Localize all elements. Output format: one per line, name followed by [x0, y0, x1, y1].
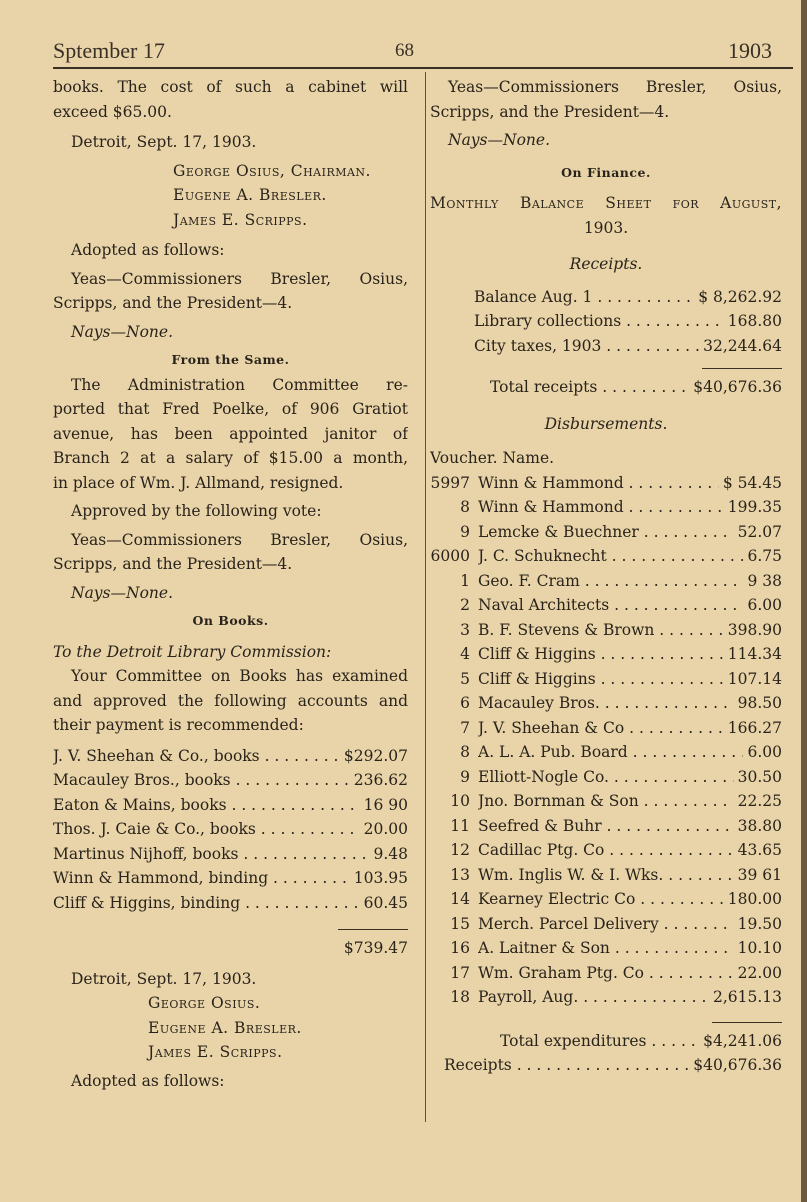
payment-amount: 22.25: [737, 792, 782, 810]
payment-amount: 398.90: [727, 620, 782, 639]
voucher-number: 11: [450, 816, 470, 835]
admin-line: avenue, has been appointed janitor of: [53, 424, 408, 443]
account-amount: 9.48: [373, 844, 408, 863]
voucher-number: 6000: [430, 547, 470, 565]
receipt-amount: 168.80: [727, 312, 782, 330]
disbursement-row: [430, 593, 782, 618]
receipt-amount: 32,244.64: [703, 336, 782, 355]
disbursement-row: [430, 985, 782, 1010]
payee-name: J. C. Schuknecht . . .: [478, 544, 743, 569]
page-edge: [801, 0, 807, 1202]
intro-line: exceed $65.00.: [53, 102, 172, 121]
total-receipts-amount: $40,676.36: [693, 378, 782, 396]
payment-amount: 10.10: [737, 939, 782, 957]
payee-name: Payroll, Aug. . . .: [478, 985, 709, 1010]
payment-amount: 166.27: [727, 718, 782, 737]
payee-name: Wm. Graham Ptg. Co . . .: [478, 961, 734, 986]
payment-amount: 39 61: [737, 865, 782, 884]
total-receipts-row: [430, 375, 782, 400]
payee-name: Seefred & Buhr . . .: [478, 814, 734, 839]
yeas-line: Scripps, and the President—4.: [53, 294, 293, 312]
account-amount: 16 90: [363, 795, 408, 814]
intro-line: books. The cost of such a cabinet will: [53, 78, 408, 96]
voucher-number: 13: [450, 865, 470, 884]
yeas-line: Yeas—Commissioners Bresler, Osius,: [71, 269, 408, 288]
account-amount: 60.45: [363, 893, 408, 912]
admin-line: in place of Wm. J. Allmand, resigned.: [53, 473, 344, 492]
right-column: [430, 75, 782, 1078]
payee-name: Cliff & Higgins . . .: [478, 667, 724, 692]
total-rule: [702, 368, 782, 369]
admin-line: The Administration Committee re-: [71, 375, 408, 394]
disbursement-row: [430, 618, 782, 643]
disbursement-row: [430, 716, 782, 741]
payment-amount: 43.65: [737, 841, 782, 859]
payment-amount: 30.50: [737, 767, 782, 786]
report-date: Detroit, Sept. 17, 1903.: [71, 969, 257, 988]
payee-name: Winn & Hammond . . .: [478, 471, 719, 496]
admin-line: ported that Fred Poelke, of 906 Gratiot: [53, 400, 408, 418]
yeas-line: Scripps, and the President—4.: [430, 102, 670, 121]
account-amount: 103.95: [353, 869, 408, 887]
disbursement-row: [430, 789, 782, 814]
payment-amount: 38.80: [737, 816, 782, 835]
books-line: Your Committee on Books has examined: [71, 667, 408, 685]
approved-line: Approved by the following vote:: [71, 502, 322, 520]
nays-line: Nays—None.: [71, 322, 173, 341]
voucher-number: 2: [460, 596, 470, 614]
account-name: Winn & Hammond, binding . . .: [53, 866, 350, 891]
payee-name: A. Laitner & Son . . .: [478, 936, 734, 961]
payee-name: B. F. Stevens & Brown . . .: [478, 618, 724, 643]
disbursement-row: [430, 667, 782, 692]
section-heading: On Books.: [192, 613, 269, 628]
account-row: [53, 891, 408, 916]
yeas-line: Scripps, and the President—4.: [53, 555, 293, 573]
receipt-name: City taxes, 1903 . . .: [474, 334, 699, 359]
voucher-number: 5997: [430, 473, 470, 492]
account-amount: 20.00: [363, 820, 408, 838]
receipts-list: [430, 285, 782, 359]
payment-amount: 114.34: [727, 645, 782, 663]
yeas-line: Yeas—Commissioners Bresler, Osius,: [71, 530, 408, 549]
payment-amount: 98.50: [737, 694, 782, 712]
address-line: To the Detroit Library Commission:: [53, 642, 332, 661]
payee-name: Jno. Bornman & Son . . .: [478, 789, 734, 814]
signature-line: Eugene A. Bresler.: [148, 1018, 302, 1037]
receipts-heading: Receipts.: [569, 255, 643, 273]
disbursement-row: [430, 936, 782, 961]
nays-line: Nays—None.: [71, 583, 173, 602]
payment-amount: 52.07: [737, 522, 782, 541]
voucher-number: 10: [450, 792, 470, 810]
total-rule: [712, 1022, 782, 1023]
voucher-number: 1: [460, 571, 470, 590]
balance-sheet-title: Monthly Balance Sheet for August,: [430, 194, 782, 212]
payee-name: Merch. Parcel Delivery . . .: [478, 912, 734, 937]
account-name: Cliff & Higgins, binding . . .: [53, 891, 360, 916]
signature-line: James E. Scripps.: [173, 210, 308, 229]
payment-amount: 6.00: [747, 596, 782, 614]
adopted-line: Adopted as follows:: [71, 1071, 225, 1090]
voucher-number: 15: [450, 914, 470, 933]
account-amount: $292.07: [343, 746, 408, 765]
disbursements-heading: Disbursements.: [544, 414, 668, 433]
account-row: [53, 866, 408, 891]
payment-amount: 2,615.13: [712, 988, 782, 1006]
disbursement-row: [430, 961, 782, 986]
voucher-number: 16: [450, 939, 470, 957]
payment-amount: 199.35: [727, 498, 782, 516]
payment-amount: 107.14: [727, 669, 782, 688]
account-name: Thos. J. Caie & Co., books . . .: [53, 817, 360, 842]
voucher-number: 6: [460, 694, 470, 712]
payment-amount: 22.00: [737, 963, 782, 982]
payment-amount: $ 54.45: [722, 473, 782, 492]
disbursement-row: [430, 765, 782, 790]
receipt-row: [474, 334, 782, 359]
disbursement-row: [430, 691, 782, 716]
voucher-number: 3: [460, 620, 470, 639]
column-divider: [425, 72, 426, 1122]
total-expenditures-row: [430, 1029, 782, 1054]
account-row: [53, 793, 408, 818]
account-name: Martinus Nijhoff, books . . .: [53, 842, 369, 867]
accounts-list: [53, 744, 408, 916]
signature-line: Eugene A. Bresler.: [173, 186, 327, 204]
section-heading: From the Same.: [171, 352, 290, 367]
disbursement-row: [430, 838, 782, 863]
nays-line: Nays—None.: [448, 131, 550, 149]
payment-amount: 19.50: [737, 914, 782, 933]
books-line: and approved the following accounts and: [53, 691, 408, 710]
receipt-row: [474, 285, 782, 310]
signature-line: George Osius.: [148, 994, 261, 1012]
disbursement-row: [430, 740, 782, 765]
header-date: Sptember 17: [53, 38, 165, 63]
account-name: J. V. Sheehan & Co., books . . .: [53, 744, 340, 769]
voucher-number: 8: [460, 743, 470, 761]
header-year: 1903: [728, 38, 772, 63]
receipts-total-row: [430, 1053, 782, 1078]
account-name: Eaton & Mains, books . . .: [53, 793, 360, 818]
payee-name: Macauley Bros. . . .: [478, 691, 734, 716]
voucher-number: 7: [460, 718, 470, 737]
voucher-number: 14: [450, 890, 470, 908]
disbursement-row: [430, 495, 782, 520]
disbursement-row: [430, 471, 782, 496]
voucher-number: 17: [450, 963, 470, 982]
voucher-number: 12: [450, 841, 470, 859]
payee-name: Wm. Inglis W. & I. Wks. . . .: [478, 863, 734, 888]
disbursement-row: [430, 814, 782, 839]
payee-name: Winn & Hammond . . .: [478, 495, 724, 520]
payee-name: Elliott-Nogle Co. . . .: [478, 765, 734, 790]
receipt-name: Balance Aug. 1 . . .: [474, 285, 694, 310]
voucher-number: 9: [460, 522, 470, 541]
disbursement-row: [430, 912, 782, 937]
account-name: Macauley Bros., books . . .: [53, 768, 350, 793]
receipt-row: [474, 309, 782, 334]
books-line: their payment is recommended:: [53, 716, 304, 734]
payee-name: Cadillac Ptg. Co . . .: [478, 838, 734, 863]
disbursement-row: [430, 569, 782, 594]
yeas-line: Yeas—Commissioners Bresler, Osius,: [448, 78, 782, 96]
left-column: [53, 75, 408, 1093]
receipt-name: Library collections . . .: [474, 309, 724, 334]
admin-line: Branch 2 at a salary of $15.00 a month,: [53, 449, 408, 467]
disbursement-row: [430, 863, 782, 888]
voucher-number: 4: [460, 645, 470, 663]
account-row: [53, 744, 408, 769]
total-expenditures-label: Total expenditures . . .: [500, 1029, 699, 1054]
voucher-number: 18: [450, 988, 470, 1006]
signature-line: James E. Scripps.: [148, 1043, 283, 1061]
balance-sheet-year: 1903.: [583, 218, 629, 237]
total-receipts-label: Total receipts . . .: [490, 375, 689, 400]
receipts-label: Receipts . . .: [444, 1053, 689, 1078]
payment-amount: 6.75: [747, 547, 782, 565]
account-row: [53, 768, 408, 793]
page-number: 68: [395, 40, 414, 61]
payee-name: Cliff & Higgins . . .: [478, 642, 724, 667]
disbursement-row: [430, 520, 782, 545]
voucher-header: Voucher. Name.: [430, 449, 555, 467]
payee-name: A. L. A. Pub. Board . . .: [478, 740, 743, 765]
adopted-line: Adopted as follows:: [71, 241, 225, 259]
voucher-number: 8: [460, 498, 470, 516]
payee-name: Naval Architects . . .: [478, 593, 743, 618]
voucher-number: 9: [460, 767, 470, 786]
voucher-number: 5: [460, 669, 470, 688]
report-date: Detroit, Sept. 17, 1903.: [71, 133, 257, 151]
account-row: [53, 842, 408, 867]
disbursement-row: [430, 887, 782, 912]
section-heading: On Finance.: [561, 164, 651, 180]
payee-name: Kearney Electric Co . . .: [478, 887, 724, 912]
receipts-total-amount: $40,676.36: [693, 1056, 782, 1074]
header-rule: [53, 67, 793, 69]
payment-amount: 6.00: [747, 743, 782, 761]
payee-name: J. V. Sheehan & Co . . .: [478, 716, 724, 741]
payee-name: Lemcke & Buechner . . .: [478, 520, 734, 545]
payment-amount: 9 38: [747, 571, 782, 590]
total-expenditures-amount: $4,241.06: [703, 1031, 782, 1050]
account-row: [53, 817, 408, 842]
payment-amount: 180.00: [727, 890, 782, 908]
receipt-amount: $ 8,262.92: [698, 287, 782, 306]
account-amount: 236.62: [353, 771, 408, 789]
accounts-total: $739.47: [343, 939, 408, 957]
disbursements-list: [430, 471, 782, 1010]
disbursement-row: [430, 642, 782, 667]
payee-name: Geo. F. Cram . . .: [478, 569, 743, 594]
disbursement-row: [430, 544, 782, 569]
signature-line: George Osius, Chairman.: [173, 161, 371, 180]
total-rule: [338, 929, 408, 930]
